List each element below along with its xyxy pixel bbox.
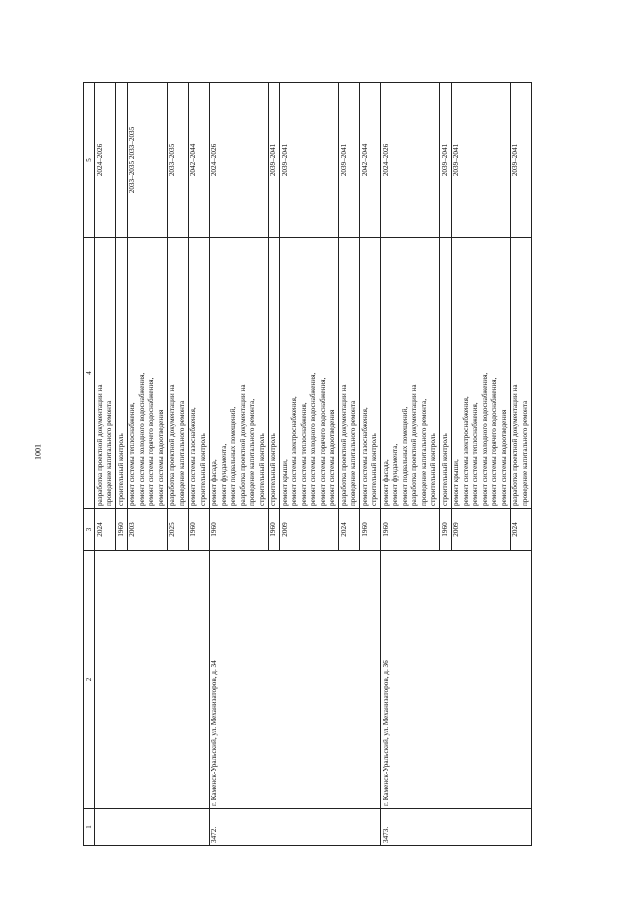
works-cell: ремонт фасада, ремонт фундамента, ремонт подвальных помещений, разработка проектной документации на проведение капитального ремонта, строительный контроль [381,238,440,509]
header-col-1: 1 [84,809,95,846]
construction-year-cell: 1960 [116,509,128,551]
construction-year-cell: 2003 [127,509,167,551]
header-col-3: 3 [84,509,95,551]
table-header [84,83,95,846]
table-row [209,83,268,846]
header-row [84,83,95,846]
period-cell: 2024–2026 [381,83,440,238]
construction-year-cell: 2009 [280,509,339,551]
rotated-table-container [83,83,591,846]
construction-year-cell: 2009 [451,509,510,551]
construction-year-cell: 1960 [440,509,452,551]
period-cell: 2042–2044 [188,83,209,238]
works-cell: ремонт системы газоснабжения, строительный контроль [360,238,381,509]
construction-year-cell: 1960 [381,509,440,551]
period-cell: 2033–2035 [167,83,188,238]
period-cell: 2039–2041 [268,83,280,238]
period-cell: 2039–2041 [510,83,531,238]
table-body [95,83,532,846]
works-cell: разработка проектной документации на проведение капитального ремонта [95,238,116,509]
construction-year-cell: 1960 [268,509,280,551]
period-cell: 2039–2041 [440,83,452,238]
works-cell: ремонт фасада, ремонт фундамента, ремонт подвальных помещений, разработка проектной документации на проведение капитального ремонта, строительный контроль [209,238,268,509]
header-col-2: 2 [84,551,95,809]
repair-schedule-table [83,82,532,846]
record-number: 3473. [381,809,532,846]
record-address: г. Каменск-Уральский, ул. Механизаторов, д. 34 [209,551,381,809]
period-cell: 2039–2041 [280,83,339,238]
construction-year-cell: 2024 [510,509,531,551]
works-cell: разработка проектной документации на проведение капитального ремонта [167,238,188,509]
period-cell: 2024–2026 [95,83,116,238]
works-cell: ремонт крыши, ремонт системы электроснабжения, ремонт системы теплоснабжения, ремонт системы холодного водоснабжения, ремонт системы горячего водоснабжения, ремонт системы водоотведения [451,238,510,509]
period-cell [116,83,128,238]
construction-year-cell: 1960 [188,509,209,551]
page-number: 1001 [33,444,43,460]
period-cell: 2042–2044 [360,83,381,238]
works-cell: строительный контроль [440,238,452,509]
works-cell: ремонт крыши, ремонт системы электроснабжения, ремонт системы теплоснабжения, ремонт системы холодного водоснабжения, ремонт системы горячего водоснабжения, ремонт системы водоотведения [280,238,339,509]
construction-year-cell: 2024 [95,509,116,551]
works-cell: строительный контроль [268,238,280,509]
construction-year-cell: 1960 [360,509,381,551]
works-cell: разработка проектной документации на проведение капитального ремонта [339,238,360,509]
record-address [95,551,210,809]
works-cell: ремонт системы газоснабжения, строительный контроль [188,238,209,509]
period-cell: 2024–2026 [209,83,268,238]
header-col-4: 4 [84,238,95,509]
header-col-5: 5 [84,83,95,238]
construction-year-cell: 2024 [339,509,360,551]
table-row [381,83,440,846]
construction-year-cell: 1960 [209,509,268,551]
record-address: г. Каменск-Уральский, ул. Механизаторов, д. 36 [381,551,532,809]
table-row [95,83,116,846]
record-number: 3472. [209,809,381,846]
period-cell: 2039–2041 [339,83,360,238]
record-number [95,809,210,846]
construction-year-cell: 2025 [167,509,188,551]
period-cell: 2039–2041 [451,83,510,238]
works-cell: разработка проектной документации на проведение капитального ремонта [510,238,531,509]
works-cell: ремонт системы теплоснабжения, ремонт системы холодного водоснабжения, ремонт системы горячего водоснабжения, ремонт системы водоотведения [127,238,167,509]
works-cell: строительный контроль [116,238,128,509]
period-cell: 2033–2035 2033–2035 [127,83,167,238]
